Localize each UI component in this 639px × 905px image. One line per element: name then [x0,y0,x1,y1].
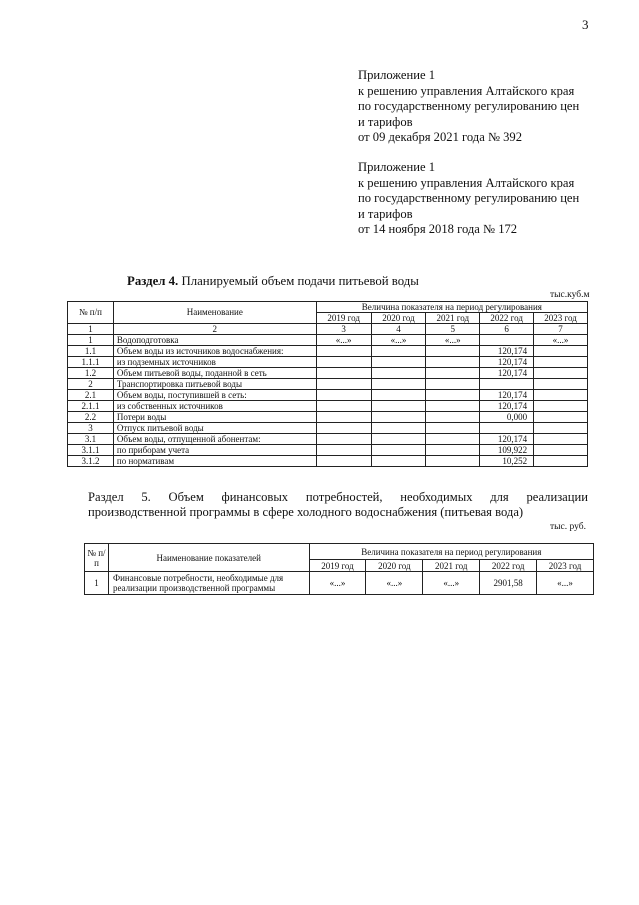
column-number: 3 [316,324,371,335]
table-row [68,445,588,456]
annex-line: и тарифов [358,206,413,221]
value-2021 [426,434,480,445]
value-2019 [316,368,371,379]
value-2020 [371,379,426,390]
value-2023 [534,346,588,357]
row-name: по нормативам [113,456,316,467]
value-2020: «...» [366,572,423,595]
value-2023 [534,379,588,390]
column-number: 7 [534,324,588,335]
value-2020 [371,412,426,423]
row-num: 1.1 [68,346,114,357]
header-name: Наименование показателей [108,544,309,572]
table-row [68,412,588,423]
value-2020 [371,368,426,379]
value-2023 [534,423,588,434]
row-num: 3.1.2 [68,456,114,467]
value-2021 [426,357,480,368]
row-num: 2.1 [68,390,114,401]
row-num: 2.2 [68,412,114,423]
row-name: Объем воды из источников водоснабжения: [113,346,316,357]
value-2022 [480,423,534,434]
value-2022 [480,379,534,390]
value-2020 [371,434,426,445]
section4-title-label: Раздел 4. [127,274,179,288]
value-2021 [426,401,480,412]
column-number: 6 [480,324,534,335]
value-2019 [316,423,371,434]
table-row [68,346,588,357]
header-year: 2022 год [480,560,537,572]
value-2021 [426,445,480,456]
header-num: № п/п [85,544,109,572]
table-row [68,379,588,390]
value-2023 [534,357,588,368]
value-2019 [316,434,371,445]
table-row [68,423,588,434]
value-2021 [426,412,480,423]
header-year: 2022 год [480,313,534,324]
header-year: 2021 год [426,313,480,324]
value-2021: «...» [423,572,480,595]
row-num: 1 [85,572,109,595]
value-2023: «...» [537,572,594,595]
value-2019 [316,379,371,390]
row-name: из подземных источников [113,357,316,368]
row-num: 3 [68,423,114,434]
value-2019 [316,390,371,401]
annex-header-current [358,68,579,146]
row-name-line: реализации производственной программы [112,583,276,593]
section5-title-line: Раздел 5. Объем финансовых потребностей, необходимых для реализации [88,490,588,504]
column-number: 5 [426,324,480,335]
value-2021 [426,368,480,379]
table-row [68,390,588,401]
value-2021 [426,423,480,434]
value-2023 [534,445,588,456]
value-2022: 10,252 [480,456,534,467]
row-name: Объем питьевой воды, поданной в сеть [113,368,316,379]
value-2020 [371,423,426,434]
table-row [68,368,588,379]
value-2023: «...» [534,335,588,346]
section4-title-text: Планируемый объем подачи питьевой воды [178,274,419,288]
value-2019: «...» [316,335,371,346]
value-2020 [371,401,426,412]
table-row [68,357,588,368]
header-name: Наименование [113,302,316,324]
row-name: Объем воды, поступившей в сеть: [113,390,316,401]
header-period: Величина показателя на период регулирования [309,544,593,560]
value-2021 [426,379,480,390]
header-year: 2020 год [366,560,423,572]
row-name: Объем воды, отпущенной абонентам: [113,434,316,445]
value-2019 [316,401,371,412]
column-number: 2 [113,324,316,335]
section5-title-line: производственной программы в сфере холодного водоснабжения (питьевая вода) [88,505,524,519]
value-2022: 0,000 [480,412,534,423]
value-2022: 120,174 [480,390,534,401]
row-num: 3.1 [68,434,114,445]
annex-line: и тарифов [358,114,413,129]
value-2020 [371,445,426,456]
table-row [85,572,594,595]
header-year: 2019 год [309,560,366,572]
value-2023 [534,401,588,412]
section4-title [127,274,419,289]
row-num: 2 [68,379,114,390]
value-2019 [316,456,371,467]
value-2023 [534,456,588,467]
row-num: 2.1.1 [68,401,114,412]
row-name-line: Финансовые потребности, необходимые для [112,573,284,583]
row-name [108,572,309,595]
annex-line: Приложение 1 [358,160,436,174]
page-number: 3 [582,17,589,32]
value-2023 [534,368,588,379]
row-num: 1.2 [68,368,114,379]
value-2021 [426,346,480,357]
value-2019 [316,357,371,368]
value-2020 [371,357,426,368]
header-period: Величина показателя на период регулирования [316,302,587,313]
value-2020 [371,390,426,401]
row-name: Транспортировка питьевой воды [113,379,316,390]
value-2022: 109,922 [480,445,534,456]
column-number: 4 [371,324,426,335]
value-2023 [534,390,588,401]
value-2021: «...» [426,335,480,346]
section5-unit: тыс. руб. [550,522,586,532]
row-name: Водоподготовка [113,335,316,346]
value-2022: 120,174 [480,346,534,357]
value-2021 [426,456,480,467]
value-2022: 120,174 [480,357,534,368]
header-num: № п/п [68,302,114,324]
annex-header-original [358,160,579,238]
value-2022: 120,174 [480,401,534,412]
value-2023 [534,412,588,423]
annex-line: от 09 декабря 2021 года № 392 [358,130,523,145]
row-num: 1.1.1 [68,357,114,368]
value-2021 [426,390,480,401]
value-2022 [480,335,534,346]
annex-line: от 14 ноября 2018 года № 172 [358,222,518,237]
table-row [68,335,588,346]
header-year: 2020 год [371,313,426,324]
annex-line: Приложение 1 [358,68,436,82]
value-2022: 120,174 [480,368,534,379]
row-name: Потери воды [113,412,316,423]
header-year: 2023 год [534,313,588,324]
header-year: 2019 год [316,313,371,324]
row-name: Отпуск питьевой воды [113,423,316,434]
value-2022: 120,174 [480,434,534,445]
column-number: 1 [68,324,114,335]
annex-line: по государственному регулированию цен [358,99,580,114]
water-volume-table [67,301,588,467]
value-2019 [316,346,371,357]
annex-line: по государственному регулированию цен [358,191,580,206]
annex-line: к решению управления Алтайского края [358,175,575,190]
value-2019: «...» [309,572,366,595]
value-2020: «...» [371,335,426,346]
row-num: 3.1.1 [68,445,114,456]
table-row [68,401,588,412]
section5-title [88,490,588,520]
row-name: по приборам учета [113,445,316,456]
financial-needs-table [84,543,594,595]
annex-line: к решению управления Алтайского края [358,83,575,98]
value-2019 [316,412,371,423]
section4-unit: тыс.куб.м [550,290,590,300]
value-2023 [534,434,588,445]
table-row [68,434,588,445]
row-name: из собственных источников [113,401,316,412]
value-2019 [316,445,371,456]
table-row [68,456,588,467]
value-2020 [371,346,426,357]
header-year: 2021 год [423,560,480,572]
header-year: 2023 год [537,560,594,572]
value-2020 [371,456,426,467]
value-2022: 2901,58 [480,572,537,595]
row-num: 1 [68,335,114,346]
